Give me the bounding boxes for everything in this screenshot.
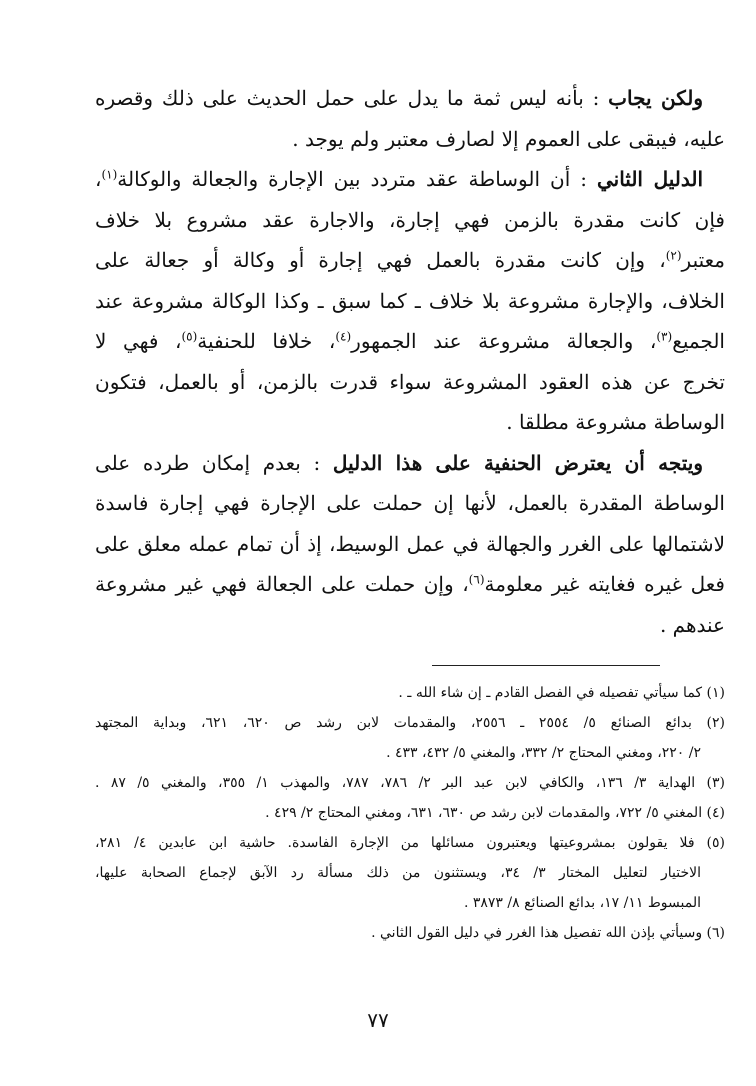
bold-lead: ولكن يجاب [608,86,704,110]
text-line [95,443,725,484]
text-run: الخلاف، والإجارة مشروعة بلا خلاف ـ كما سبق ـ وكذا الوكالة مشروعة عند [95,288,725,313]
footnote-ref: (٦) [468,572,485,587]
text-run: لاشتمالها على الغرر والجهالة في عمل الوسيط، إذ أن تمام عمله معلق على [95,531,725,556]
text-run: تخرج عن هذه العقود المشروعة سواء قدرت بالزمن، أو بالعمل، فتكون [95,369,725,394]
text-line [95,402,725,443]
text-line [95,483,725,524]
footnote-separator [432,665,660,666]
footnote: المبسوط ١١/ ١٧، بدائع الصنائع ٨/ ٣٨٧٣ . [463,895,701,911]
text-line [95,605,725,646]
text-run: ، والجعالة مشروعة عند الجمهور [351,329,657,353]
text-line [95,524,725,565]
footnote-ref: (٤) [335,329,352,344]
text-run: فعل غيره فغايته غير معلومة [484,572,725,596]
text-line [95,119,725,160]
text-run: معتبر [681,248,725,272]
text-run: ، وإن كانت مقدرة بالعمل فهي إجارة أو وكالة أو جعالة على [95,248,666,272]
text-run: ، خلافا للحنفية [197,329,336,353]
footnote: (٥) فلا يقولون بمشروعيتها ويعتبرون مسائلها من الإجارة الفاسدة. حاشية ابن عابدين ٤/ ٢٨١، [95,835,725,851]
footnote-ref: (٣) [656,329,673,344]
text-line [95,564,725,605]
footnote: (٤) المغني ٥/ ٧٢٢، والمقدمات لابن رشد ص ٦٣٠، ٦٣١، ومغني المحتاج ٢/ ٤٢٩ . [265,805,725,821]
text-line [95,240,725,281]
main-text [95,78,725,645]
text-run: ، فهي لا [95,329,182,353]
footnote: الاختيار لتعليل المختار ٣/ ٣٤، ويستثنون من ذلك مسألة رد الآبق لإجماع الصحابة عليها، [95,865,701,881]
text-run: الوساطة المقدرة بالعمل، لأنها إن حملت على الإجارة فهي إجارة فاسدة [95,491,725,515]
text-run: : أن الوساطة عقد متردد بين الإجارة والجعالة والوكالة [117,167,597,191]
text-run: عليه، فيبقى على العموم إلا لصارف معتبر ولم يوجد . [292,126,725,151]
text-line [95,78,725,119]
text-run: ، [95,167,102,191]
footnotes [95,678,725,948]
footnote-ref: (٢) [665,248,682,263]
text-line [95,200,725,241]
text-run: الوساطة مشروعة مطلقا . [506,410,725,434]
text-run: : بعدم إمكان طرده على [95,450,333,475]
page-number: ٧٧ [367,1008,389,1032]
footnote: (٣) الهداية ٣/ ١٣٦، والكافي لابن عبد البر ٢/ ٧٨٦، ٧٨٧، والمهذب ١/ ٣٥٥، والمغني ٥/ ٨٧ . [95,775,725,791]
footnote: (٢) بدائع الصنائع ٥/ ٢٥٥٤ ـ ٢٥٥٦، والمقدمات لابن رشد ص ٦٢٠، ٦٢١، وبداية المجتهد [95,715,726,731]
text-line [95,362,725,403]
footnote: (١) كما سيأتي تفصيله في الفصل القادم ـ إن شاء الله ـ . [398,685,725,701]
bold-lead: الدليل الثاني [596,167,703,191]
text-run: عندهم . [659,612,725,637]
text-run: فإن كانت مقدرة بالزمن فهي إجارة، والاجارة عقد مشروع بلا خلاف [95,207,725,232]
footnote-ref: (١) [101,167,118,182]
text-run: الجميع [672,329,725,353]
text-line [95,321,725,362]
bold-lead: ويتجه أن يعترض الحنفية على هذا الدليل [332,450,703,475]
footnote-ref: (٥) [181,329,198,344]
footnote: (٦) وسيأتي بإذن الله تفصيل هذا الغرر في دليل القول الثاني . [371,925,725,941]
text-run: : بأنه ليس ثمة ما يدل على حمل الحديث على ذلك وقصره [95,86,609,110]
text-run: ، وإن حملت على الجعالة فهي غير مشروعة [95,572,469,596]
footnote: ٢/ ٢٢٠، ومغني المحتاج ٢/ ٣٣٢، والمغني ٥/ ٤٣٢، ٤٣٣ . [386,745,701,761]
text-line [95,159,725,200]
text-line [95,281,725,322]
